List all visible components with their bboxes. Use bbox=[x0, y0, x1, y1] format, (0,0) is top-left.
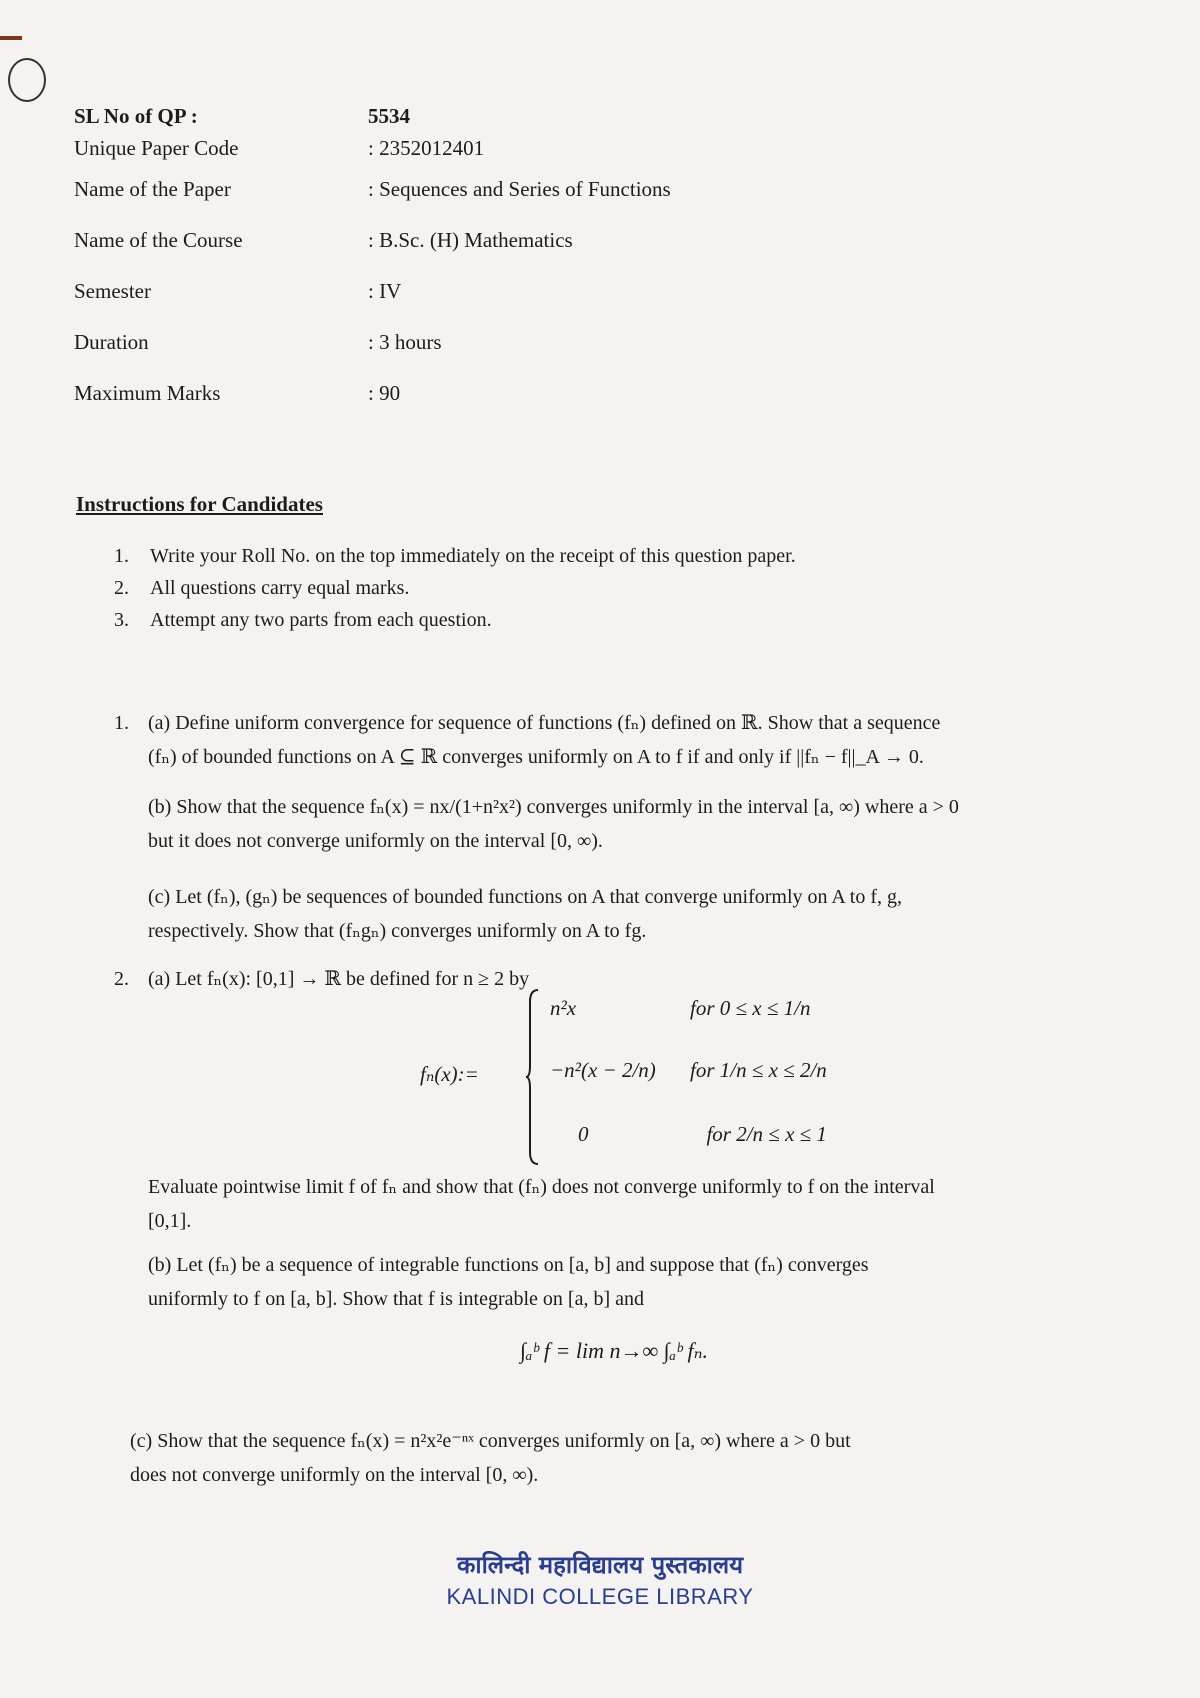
q2-part-a-line2: [0,1]. bbox=[148, 1210, 192, 1232]
q1-part-c bbox=[148, 880, 1138, 948]
q1-part-c-line1: (c) Let (fₙ), (gₙ) be sequences of bounded functions on A that converge uniformly on A to f, g, bbox=[148, 886, 902, 908]
instruction-number: 1. bbox=[114, 544, 129, 567]
q1-part-a-line2: (fₙ) of bounded functions on A ⊆ ℝ converges uniformly on A to f if and only if ||fₙ − f||_A → 0. bbox=[148, 746, 924, 768]
info-label: Semester bbox=[74, 279, 151, 303]
instructions-list bbox=[114, 540, 1014, 636]
case-condition: for 1/n ≤ x ≤ 2/n bbox=[690, 1058, 827, 1082]
q2-part-b bbox=[148, 1248, 1138, 1316]
instruction-number: 3. bbox=[114, 608, 129, 631]
q1-part-b-line1: (b) Show that the sequence fₙ(x) = nx/(1+n²x²) converges uniformly in the interval [a, ∞) where a > 0 bbox=[148, 796, 959, 818]
integral-equation: ∫ₐᵇ f = lim n→∞ ∫ₐᵇ fₙ. bbox=[520, 1338, 709, 1363]
info-label: Unique Paper Code bbox=[74, 135, 239, 160]
instruction-number: 2. bbox=[114, 576, 129, 599]
corner-mark bbox=[0, 36, 22, 40]
info-row-paper-code bbox=[74, 132, 774, 164]
info-row-course bbox=[74, 215, 774, 266]
q1-part-b-line2: but it does not converge uniformly on the interval [0, ∞). bbox=[148, 830, 603, 852]
q2-part-c bbox=[130, 1424, 1120, 1492]
q2-part-c-line2: does not converge uniformly on the interval [0, ∞). bbox=[130, 1464, 539, 1486]
info-row-paper-name bbox=[74, 164, 774, 215]
info-label: SL No of QP : bbox=[74, 103, 198, 128]
case-condition: for 2/n ≤ x ≤ 1 bbox=[706, 1122, 827, 1146]
q1-part-a-line1: (a) Define uniform convergence for sequence of functions (fₙ) defined on ℝ. Show that a sequence bbox=[148, 712, 941, 734]
instruction-text: Write your Roll No. on the top immediately on the receipt of this question paper. bbox=[150, 544, 796, 567]
q2-part-a-line1: Evaluate pointwise limit f of fₙ and show that (fₙ) does not converge uniformly to f on the interval bbox=[148, 1176, 935, 1198]
info-row-semester bbox=[74, 266, 774, 317]
instruction-text: Attempt any two parts from each question. bbox=[150, 608, 492, 631]
case-row bbox=[550, 1058, 890, 1083]
info-label: Name of the Course bbox=[74, 228, 243, 252]
info-value: : B.Sc. (H) Mathematics bbox=[368, 228, 573, 252]
info-label: Duration bbox=[74, 330, 149, 354]
case-row bbox=[550, 996, 890, 1021]
left-brace bbox=[526, 988, 540, 1166]
instructions-title: Instructions for Candidates bbox=[76, 492, 323, 516]
q2-part-c-line1: (c) Show that the sequence fₙ(x) = n²x²e⁻ⁿˣ converges uniformly on [a, ∞) where a > 0 but bbox=[130, 1430, 851, 1452]
case-expression: n²x bbox=[550, 996, 577, 1020]
case-expression: −n²(x − 2/n) bbox=[550, 1058, 656, 1082]
info-row-duration bbox=[74, 317, 774, 368]
case-expression: 0 bbox=[578, 1122, 589, 1146]
info-row-sl-no bbox=[74, 100, 774, 132]
library-stamp-hindi: कालिन्दी महाविद्यालय पुस्तकालय bbox=[456, 1551, 744, 1579]
q2-part-b-line1: (b) Let (fₙ) be a sequence of integrable functions on [a, b] and suppose that (fₙ) converges bbox=[148, 1254, 869, 1276]
question-number: 2. bbox=[114, 968, 129, 990]
case-row bbox=[550, 1122, 890, 1147]
q1-part-c-line2: respectively. Show that (fₙgₙ) converges uniformly on A to fg. bbox=[148, 920, 647, 942]
info-value: : 2352012401 bbox=[368, 135, 485, 160]
q2-part-a-text bbox=[148, 1170, 1138, 1238]
question-number: 1. bbox=[114, 712, 129, 734]
q1-part-b bbox=[148, 790, 1138, 858]
info-value: : 3 hours bbox=[368, 330, 442, 354]
info-row-max-marks bbox=[74, 368, 774, 419]
info-value: 5534 bbox=[368, 103, 410, 128]
paper-info bbox=[74, 100, 774, 419]
info-value: : 90 bbox=[368, 381, 401, 405]
fn-label: fₙ(x):= bbox=[420, 1062, 479, 1086]
q2-part-a-intro: (a) Let fₙ(x): [0,1] → ℝ be defined for n ≥ 2 by bbox=[148, 968, 530, 990]
case-condition: for 0 ≤ x ≤ 1/n bbox=[690, 996, 811, 1020]
library-stamp-english: KALINDI COLLEGE LIBRARY bbox=[446, 1584, 754, 1609]
info-label: Maximum Marks bbox=[74, 381, 221, 405]
instruction-item bbox=[114, 572, 1014, 604]
info-label: Name of the Paper bbox=[74, 177, 231, 201]
info-value: : IV bbox=[368, 279, 402, 303]
circled-number-mark bbox=[8, 58, 46, 102]
instruction-item bbox=[114, 604, 1014, 636]
instruction-item bbox=[114, 540, 1014, 572]
instruction-text: All questions carry equal marks. bbox=[150, 576, 410, 599]
q2-part-b-line2: uniformly to f on [a, b]. Show that f is integrable on [a, b] and bbox=[148, 1288, 644, 1310]
info-value: : Sequences and Series of Functions bbox=[368, 177, 671, 201]
piecewise-formula bbox=[420, 988, 890, 1166]
